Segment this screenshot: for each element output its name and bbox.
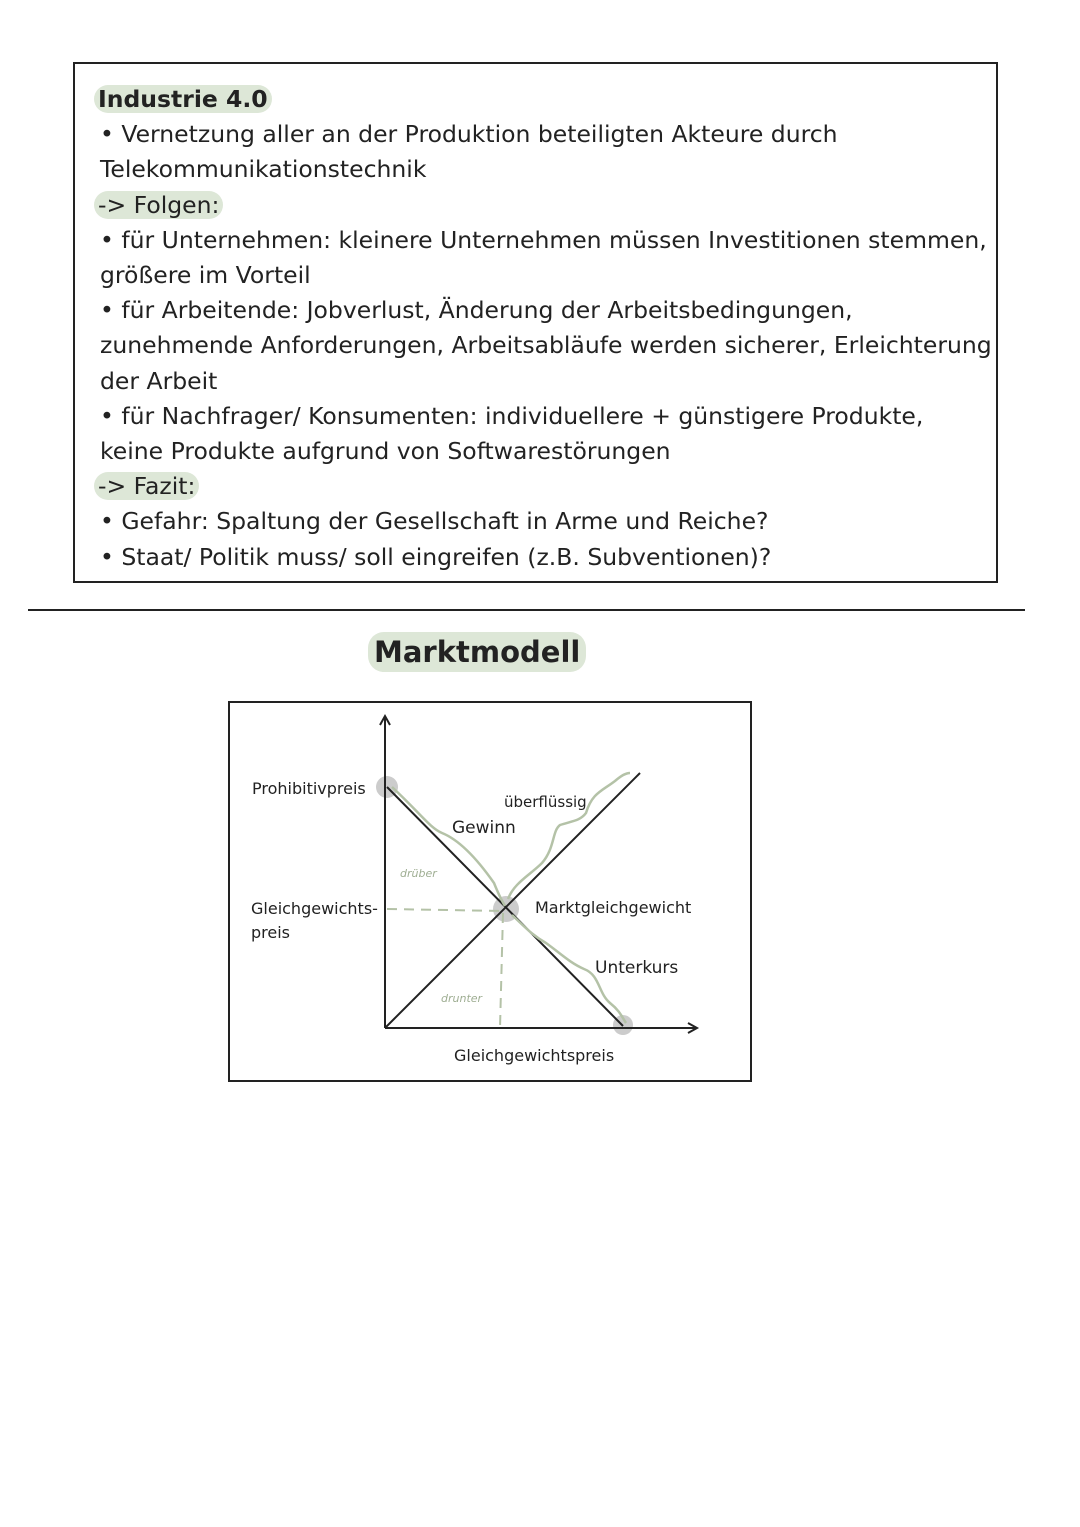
market-diagram-box — [228, 701, 752, 1082]
ueberfluessig-brace — [508, 773, 630, 899]
equilibrium-quantity-guide — [500, 913, 503, 1028]
label-drueber: drüber — [400, 867, 437, 880]
label-gleichgewichtspreis-x: Gleichgewichtspreis — [454, 1046, 615, 1065]
bullet-konsumenten-cont: keine Produkte aufgrund von Softwarestörungen — [100, 437, 671, 466]
label-prohibitivpreis: Prohibitivpreis — [252, 779, 366, 798]
equilibrium-price-guide — [387, 909, 504, 911]
label-gleichgewichtspreis-y-2: preis — [251, 923, 291, 942]
bullet-vernetzung-cont: Telekommunikationstechnik — [100, 155, 427, 184]
section-divider — [28, 609, 1025, 611]
bullet-staat: • Staat/ Politik muss/ soll eingreifen (z.B. Subventionen)? — [100, 542, 772, 571]
label-gleichgewichtspreis-y-1: Gleichgewichts- — [251, 899, 378, 918]
bullet-arbeitende-cont: zunehmende Anforderungen, Arbeitsabläufe werden sicherer, Erleichterung — [100, 331, 992, 360]
label-gewinn: Gewinn — [452, 818, 516, 838]
bullet-arbeitende-cont2: der Arbeit — [100, 366, 218, 395]
label-drunter: drunter — [441, 992, 483, 1005]
bullet-gefahr: • Gefahr: Spaltung der Gesellschaft in Arme und Reiche? — [100, 507, 769, 536]
fazit-heading: -> Fazit: — [94, 472, 199, 500]
label-ueberfluessig: überflüssig — [504, 793, 587, 811]
bullet-unternehmen-cont: größere im Vorteil — [100, 261, 311, 290]
market-diagram — [230, 703, 750, 1080]
label-unterkurs: Unterkurs — [595, 958, 679, 978]
bullet-arbeitende: • für Arbeitende: Jobverlust, Änderung der Arbeitsbedingungen, — [100, 296, 853, 325]
notes-box — [73, 62, 998, 583]
bullet-konsumenten: • für Nachfrager/ Konsumenten: individuellere + günstigere Produkte, — [100, 401, 924, 430]
bullet-vernetzung: • Vernetzung aller an der Produktion beteiligten Akteure durch — [100, 120, 838, 149]
label-marktgleichgewicht: Marktgleichgewicht — [535, 898, 692, 917]
notes-title: Industrie 4.0 — [94, 85, 272, 113]
folgen-heading: -> Folgen: — [94, 191, 223, 219]
notes-content — [98, 82, 992, 575]
section-title: Marktmodell — [368, 632, 586, 672]
bullet-unternehmen: • für Unternehmen: kleinere Unternehmen müssen Investitionen stemmen, — [100, 225, 987, 254]
